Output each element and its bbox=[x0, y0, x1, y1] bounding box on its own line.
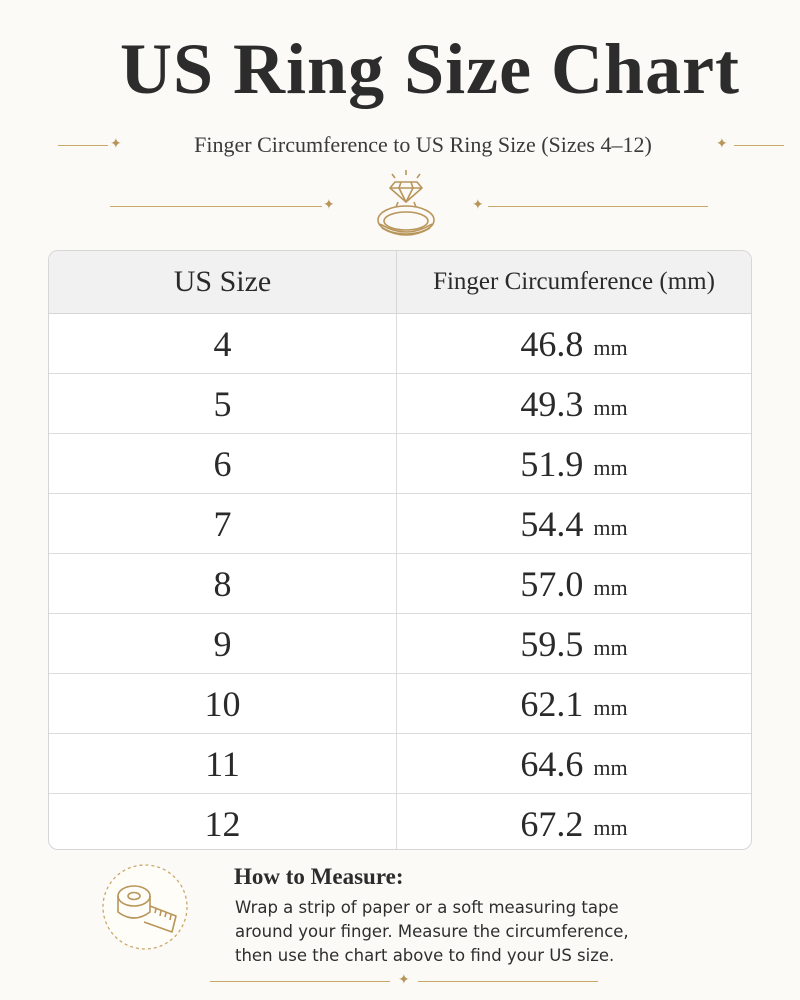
circumference-unit: mm bbox=[593, 694, 628, 720]
us-size-cell: 10 bbox=[49, 674, 397, 733]
circumference-value: 51.9 bbox=[520, 443, 584, 484]
divider-right bbox=[488, 206, 708, 207]
page-subtitle: Finger Circumference to US Ring Size (Sizes 4–12) bbox=[194, 132, 652, 157]
circumference-unit: mm bbox=[593, 574, 628, 600]
circumference-unit: mm bbox=[593, 514, 628, 540]
table-row bbox=[49, 734, 751, 794]
circumference-cell bbox=[397, 674, 751, 733]
sparkle-icon: ✦ bbox=[716, 137, 728, 152]
circumference-unit: mm bbox=[593, 754, 628, 780]
circumference-unit: mm bbox=[593, 814, 628, 840]
sparkle-icon: ✦ bbox=[323, 198, 335, 213]
divider-bottom-right bbox=[418, 981, 598, 982]
sparkle-icon: ✦ bbox=[398, 973, 410, 988]
circumference-value: 49.3 bbox=[520, 383, 584, 424]
diamond-ring-icon bbox=[370, 168, 442, 240]
how-to-line: around your finger. Measure the circumference, bbox=[235, 922, 629, 941]
ring-size-table bbox=[48, 250, 752, 850]
circumference-unit: mm bbox=[593, 454, 628, 480]
circumference-value: 46.8 bbox=[520, 323, 584, 364]
circumference-value: 54.4 bbox=[520, 503, 584, 544]
circumference-value: 62.1 bbox=[520, 683, 584, 724]
circumference-value: 59.5 bbox=[520, 623, 584, 664]
page-title: US Ring Size Chart bbox=[119, 29, 740, 109]
table-row bbox=[49, 494, 751, 554]
how-to-line: Wrap a strip of paper or a soft measuring tape bbox=[235, 898, 619, 917]
us-size-cell: 8 bbox=[49, 554, 397, 613]
circumference-cell bbox=[397, 614, 751, 673]
circumference-unit: mm bbox=[593, 394, 628, 420]
us-size-cell: 9 bbox=[49, 614, 397, 673]
sparkle-icon: ✦ bbox=[110, 137, 122, 152]
circumference-cell bbox=[397, 434, 751, 493]
circumference-cell bbox=[397, 314, 751, 373]
us-size-cell: 11 bbox=[49, 734, 397, 793]
subtitle-row bbox=[0, 128, 800, 162]
circumference-cell bbox=[397, 374, 751, 433]
table-row bbox=[49, 794, 751, 850]
us-size-cell: 5 bbox=[49, 374, 397, 433]
circumference-unit: mm bbox=[593, 634, 628, 660]
table-row bbox=[49, 554, 751, 614]
how-to-line: then use the chart above to find your US size. bbox=[235, 946, 615, 965]
us-size-cell: 12 bbox=[49, 794, 397, 850]
table-row bbox=[49, 314, 751, 374]
header-finger-circumference: Finger Circumference (mm) bbox=[433, 268, 715, 295]
table-row bbox=[49, 674, 751, 734]
divider-left bbox=[110, 206, 322, 207]
measuring-tape-icon bbox=[100, 862, 190, 952]
us-size-cell: 7 bbox=[49, 494, 397, 553]
sparkle-icon: ✦ bbox=[472, 198, 484, 213]
circumference-cell bbox=[397, 494, 751, 553]
table-row bbox=[49, 614, 751, 674]
circumference-cell bbox=[397, 794, 751, 850]
circumference-value: 67.2 bbox=[520, 803, 584, 844]
circumference-unit: mm bbox=[593, 334, 628, 360]
circumference-value: 57.0 bbox=[520, 563, 584, 604]
circumference-cell bbox=[397, 734, 751, 793]
divider-bottom-left bbox=[210, 981, 390, 982]
table-row bbox=[49, 434, 751, 494]
us-size-cell: 6 bbox=[49, 434, 397, 493]
circumference-cell bbox=[397, 554, 751, 613]
us-size-cell: 4 bbox=[49, 314, 397, 373]
table-row bbox=[49, 374, 751, 434]
circumference-value: 64.6 bbox=[520, 743, 584, 784]
table-header bbox=[49, 251, 751, 314]
divider-right bbox=[734, 145, 784, 146]
table-body bbox=[49, 314, 751, 850]
how-to-measure-title: How to Measure: bbox=[234, 864, 404, 889]
how-to-measure-text bbox=[235, 896, 665, 968]
header-us-size: US Size bbox=[49, 251, 397, 313]
